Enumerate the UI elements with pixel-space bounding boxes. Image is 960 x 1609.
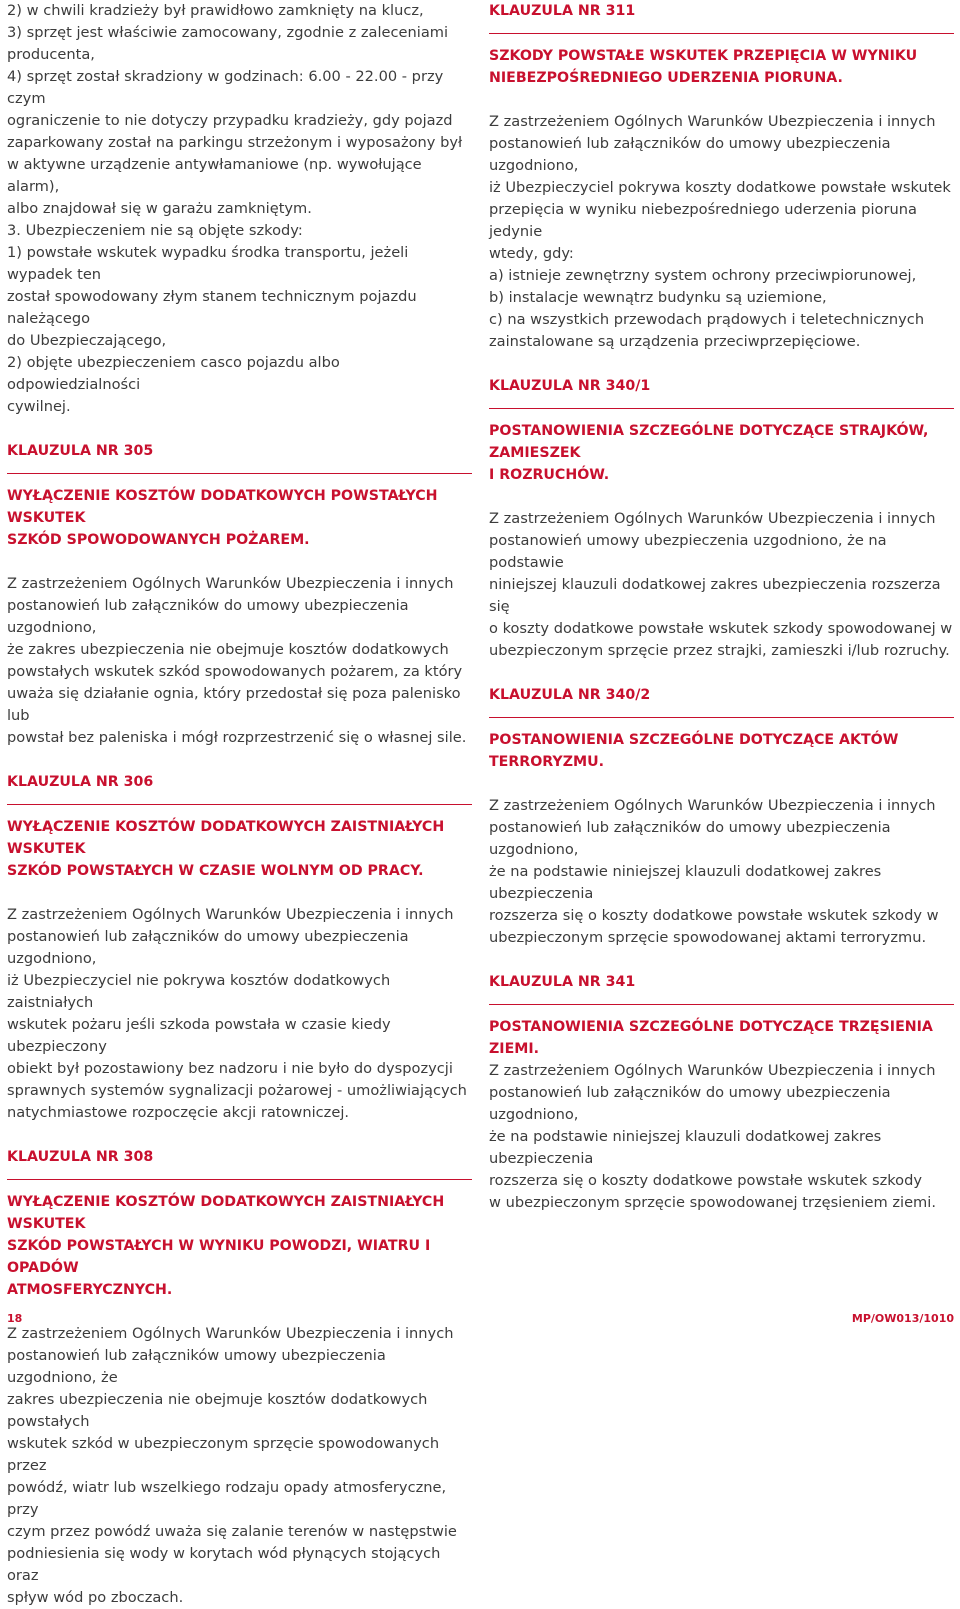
text-line: Z zastrzeżeniem Ogólnych Warunków Ubezpieczenia i innych	[489, 113, 936, 130]
text-line: Z zastrzeżeniem Ogólnych Warunków Ubezpieczenia i innych	[7, 575, 454, 592]
clause-number: KLAUZULA NR 308	[7, 1149, 154, 1165]
clause-body	[7, 573, 472, 749]
clause-body	[489, 508, 954, 662]
clause-306	[7, 771, 472, 1124]
text-line: albo znajdował się w garażu zamkniętym.	[7, 200, 312, 217]
text-line: 2) w chwili kradzieży był prawidłowo zamknięty na klucz,	[7, 2, 424, 19]
text-line: powstał bez paleniska i mógł rozprzestrzenić się o własnej sile.	[7, 729, 467, 746]
text-line: b) instalacje wewnątrz budynku są uziemione,	[489, 289, 827, 306]
text-line: podniesienia się wody w korytach wód płynących stojących oraz	[7, 1545, 441, 1584]
clause-number: KLAUZULA NR 305	[7, 443, 154, 459]
text-line: 1) powstałe wskutek wypadku środka transportu, jeżeli wypadek ten	[7, 244, 409, 283]
right-column	[489, 0, 954, 1214]
text-line: postanowień lub załączników do umowy ubezpieczenia uzgodniono,	[489, 135, 891, 174]
text-line: powstałych wskutek szkód spowodowanych pożarem, za który	[7, 663, 463, 680]
text-line: zaparkowany został na parkingu strzeżonym i wyposażony był	[7, 134, 463, 151]
title-line: WYŁĄCZENIE KOSZTÓW DODATKOWYCH ZAISTNIAŁYCH WSKUTEK	[7, 819, 445, 857]
clause-title	[489, 420, 954, 486]
clause-number: KLAUZULA NR 311	[489, 3, 636, 19]
text-line: 4) sprzęt został skradziony w godzinach: 6.00 - 22.00 - przy czym	[7, 68, 444, 107]
text-line: ubezpieczonym sprzęcie przez strajki, zamieszki i/lub rozruchy.	[489, 642, 950, 659]
clause-title	[7, 816, 472, 882]
text-line: cywilnej.	[7, 398, 71, 415]
page-number: 18	[7, 1312, 23, 1325]
text-line: 3) sprzęt jest właściwie zamocowany, zgodnie z zaleceniami	[7, 24, 449, 41]
text-line: przepięcia w wyniku niebezpośredniego uderzenia pioruna jedynie	[489, 201, 917, 240]
text-line: że na podstawie niniejszej klauzuli dodatkowej zakres ubezpieczenia	[489, 1128, 882, 1167]
text-line: postanowień lub załączników do umowy ubezpieczenia uzgodniono,	[489, 1084, 891, 1123]
text-line: zainstalowane są urządzenia przeciwprzepięciowe.	[489, 333, 861, 350]
text-line: postanowień lub załączników do umowy ubezpieczenia uzgodniono,	[7, 597, 409, 636]
clause-body	[489, 1060, 954, 1214]
text-line: że na podstawie niniejszej klauzuli dodatkowej zakres ubezpieczenia	[489, 863, 882, 902]
text-line: w ubezpieczonym sprzęcie spowodowanej trzęsieniem ziemi.	[489, 1194, 936, 1211]
clause-body	[489, 111, 954, 353]
title-line: SZKÓD POWSTAŁYCH W WYNIKU POWODZI, WIATRU I OPADÓW	[7, 1238, 431, 1276]
text-line: że zakres ubezpieczenia nie obejmuje kosztów dodatkowych	[7, 641, 449, 658]
text-line: uważa się działanie ognia, który przedostał się poza palenisko lub	[7, 685, 461, 724]
text-line: Z zastrzeżeniem Ogólnych Warunków Ubezpieczenia i innych	[489, 797, 936, 814]
text-line: sprawnych systemów sygnalizacji pożarowej - umożliwiających	[7, 1082, 467, 1099]
title-line: I ROZRUCHÓW.	[489, 467, 610, 483]
text-line: Z zastrzeżeniem Ogólnych Warunków Ubezpieczenia i innych	[7, 906, 454, 923]
text-line: o koszty dodatkowe powstałe wskutek szkody spowodowanej w	[489, 620, 953, 637]
text-line: 3. Ubezpieczeniem nie są objęte szkody:	[7, 222, 303, 239]
text-line: niniejszej klauzuli dodatkowej zakres ubezpieczenia rozszerza się	[489, 576, 941, 615]
title-line: WYŁĄCZENIE KOSZTÓW DODATKOWYCH POWSTAŁYCH WSKUTEK	[7, 488, 438, 526]
text-line: iż Ubezpieczyciel nie pokrywa kosztów dodatkowych zaistniałych	[7, 972, 391, 1011]
text-line: postanowień umowy ubezpieczenia uzgodniono, że na podstawie	[489, 532, 887, 571]
clause-number: KLAUZULA NR 340/2	[489, 687, 651, 703]
intro-text	[7, 0, 472, 418]
text-line: rozszerza się o koszty dodatkowe powstałe wskutek szkody w	[489, 907, 939, 924]
clause-311	[489, 0, 954, 353]
document-code: MP/OW013/1010	[851, 1312, 954, 1325]
clause-341	[489, 971, 954, 1214]
text-line: rozszerza się o koszty dodatkowe powstałe wskutek szkody	[489, 1172, 923, 1189]
text-line: Z zastrzeżeniem Ogólnych Warunków Ubezpieczenia i innych	[489, 1062, 936, 1079]
clause-308	[7, 1146, 472, 1609]
clause-number: KLAUZULA NR 340/1	[489, 378, 651, 394]
clause-body	[489, 795, 954, 949]
text-line: został spowodowany złym stanem technicznym pojazdu należącego	[7, 288, 417, 327]
clause-number: KLAUZULA NR 306	[7, 774, 154, 790]
title-line: NIEBEZPOŚREDNIEGO UDERZENIA PIORUNA.	[489, 70, 843, 86]
clause-body	[7, 1323, 472, 1609]
clause-340-2	[489, 684, 954, 949]
clause-title	[489, 729, 954, 773]
text-line: wskutek szkód w ubezpieczonym sprzęcie spowodowanych przez	[7, 1435, 440, 1474]
clause-title	[489, 1016, 954, 1060]
text-line: zakres ubezpieczenia nie obejmuje kosztów dodatkowych powstałych	[7, 1391, 428, 1430]
text-line: obiekt był pozostawiony bez nadzoru i nie było do dyspozycji	[7, 1060, 453, 1077]
title-line: POSTANOWIENIA SZCZEGÓLNE DOTYCZĄCE TRZĘSIENIA ZIEMI.	[489, 1019, 933, 1057]
text-line: czym przez powódź uważa się zalanie terenów w następstwie	[7, 1523, 457, 1540]
clause-number: KLAUZULA NR 341	[489, 974, 636, 990]
clause-title	[489, 45, 954, 89]
text-line: a) istnieje zewnętrzny system ochrony przeciwpiorunowej,	[489, 267, 917, 284]
left-column	[7, 0, 472, 1609]
clause-title	[7, 485, 472, 551]
text-line: wtedy, gdy:	[489, 245, 574, 262]
text-line: wskutek pożaru jeśli szkoda powstała w czasie kiedy ubezpieczony	[7, 1016, 391, 1055]
title-line: SZKODY POWSTAŁE WSKUTEK PRZEPIĘCIA W WYNIKU	[489, 48, 918, 64]
text-line: natychmiastowe rozpoczęcie akcji ratowniczej.	[7, 1104, 350, 1121]
clause-title	[7, 1191, 472, 1301]
clause-340-1	[489, 375, 954, 662]
text-line: Z zastrzeżeniem Ogólnych Warunków Ubezpieczenia i innych	[489, 510, 936, 527]
title-line: POSTANOWIENIA SZCZEGÓLNE DOTYCZĄCE STRAJKÓW, ZAMIESZEK	[489, 423, 929, 461]
text-line: 2) objęte ubezpieczeniem casco pojazdu albo odpowiedzialności	[7, 354, 340, 393]
text-line: Z zastrzeżeniem Ogólnych Warunków Ubezpieczenia i innych	[7, 1325, 454, 1342]
text-line: iż Ubezpieczyciel pokrywa koszty dodatkowe powstałe wskutek	[489, 179, 951, 196]
text-line: spływ wód po zboczach.	[7, 1589, 184, 1606]
text-line: powódź, wiatr lub wszelkiego rodzaju opady atmosferyczne, przy	[7, 1479, 447, 1518]
text-line: ubezpieczonym sprzęcie spowodowanej aktami terroryzmu.	[489, 929, 927, 946]
text-line: c) na wszystkich przewodach prądowych i teletechnicznych	[489, 311, 925, 328]
text-line: ograniczenie to nie dotyczy przypadku kradzieży, gdy pojazd	[7, 112, 453, 129]
text-line: postanowień lub załączników umowy ubezpieczenia uzgodniono, że	[7, 1347, 386, 1386]
text-line: postanowień lub załączników do umowy ubezpieczenia uzgodniono,	[7, 928, 409, 967]
text-line: producenta,	[7, 46, 95, 63]
title-line: SZKÓD POWSTAŁYCH W CZASIE WOLNYM OD PRACY.	[7, 863, 424, 879]
title-line: WYŁĄCZENIE KOSZTÓW DODATKOWYCH ZAISTNIAŁYCH WSKUTEK	[7, 1194, 445, 1232]
title-line: ATMOSFERYCZNYCH.	[7, 1282, 173, 1298]
title-line: POSTANOWIENIA SZCZEGÓLNE DOTYCZĄCE AKTÓW TERRORYZMU.	[489, 732, 899, 770]
clause-body	[7, 904, 472, 1124]
title-line: SZKÓD SPOWODOWANYCH POŻAREM.	[7, 532, 310, 548]
text-line: do Ubezpieczającego,	[7, 332, 167, 349]
clause-305	[7, 440, 472, 749]
text-line: w aktywne urządzenie antywłamaniowe (np. wywołujące alarm),	[7, 156, 422, 195]
text-line: postanowień lub załączników do umowy ubezpieczenia uzgodniono,	[489, 819, 891, 858]
